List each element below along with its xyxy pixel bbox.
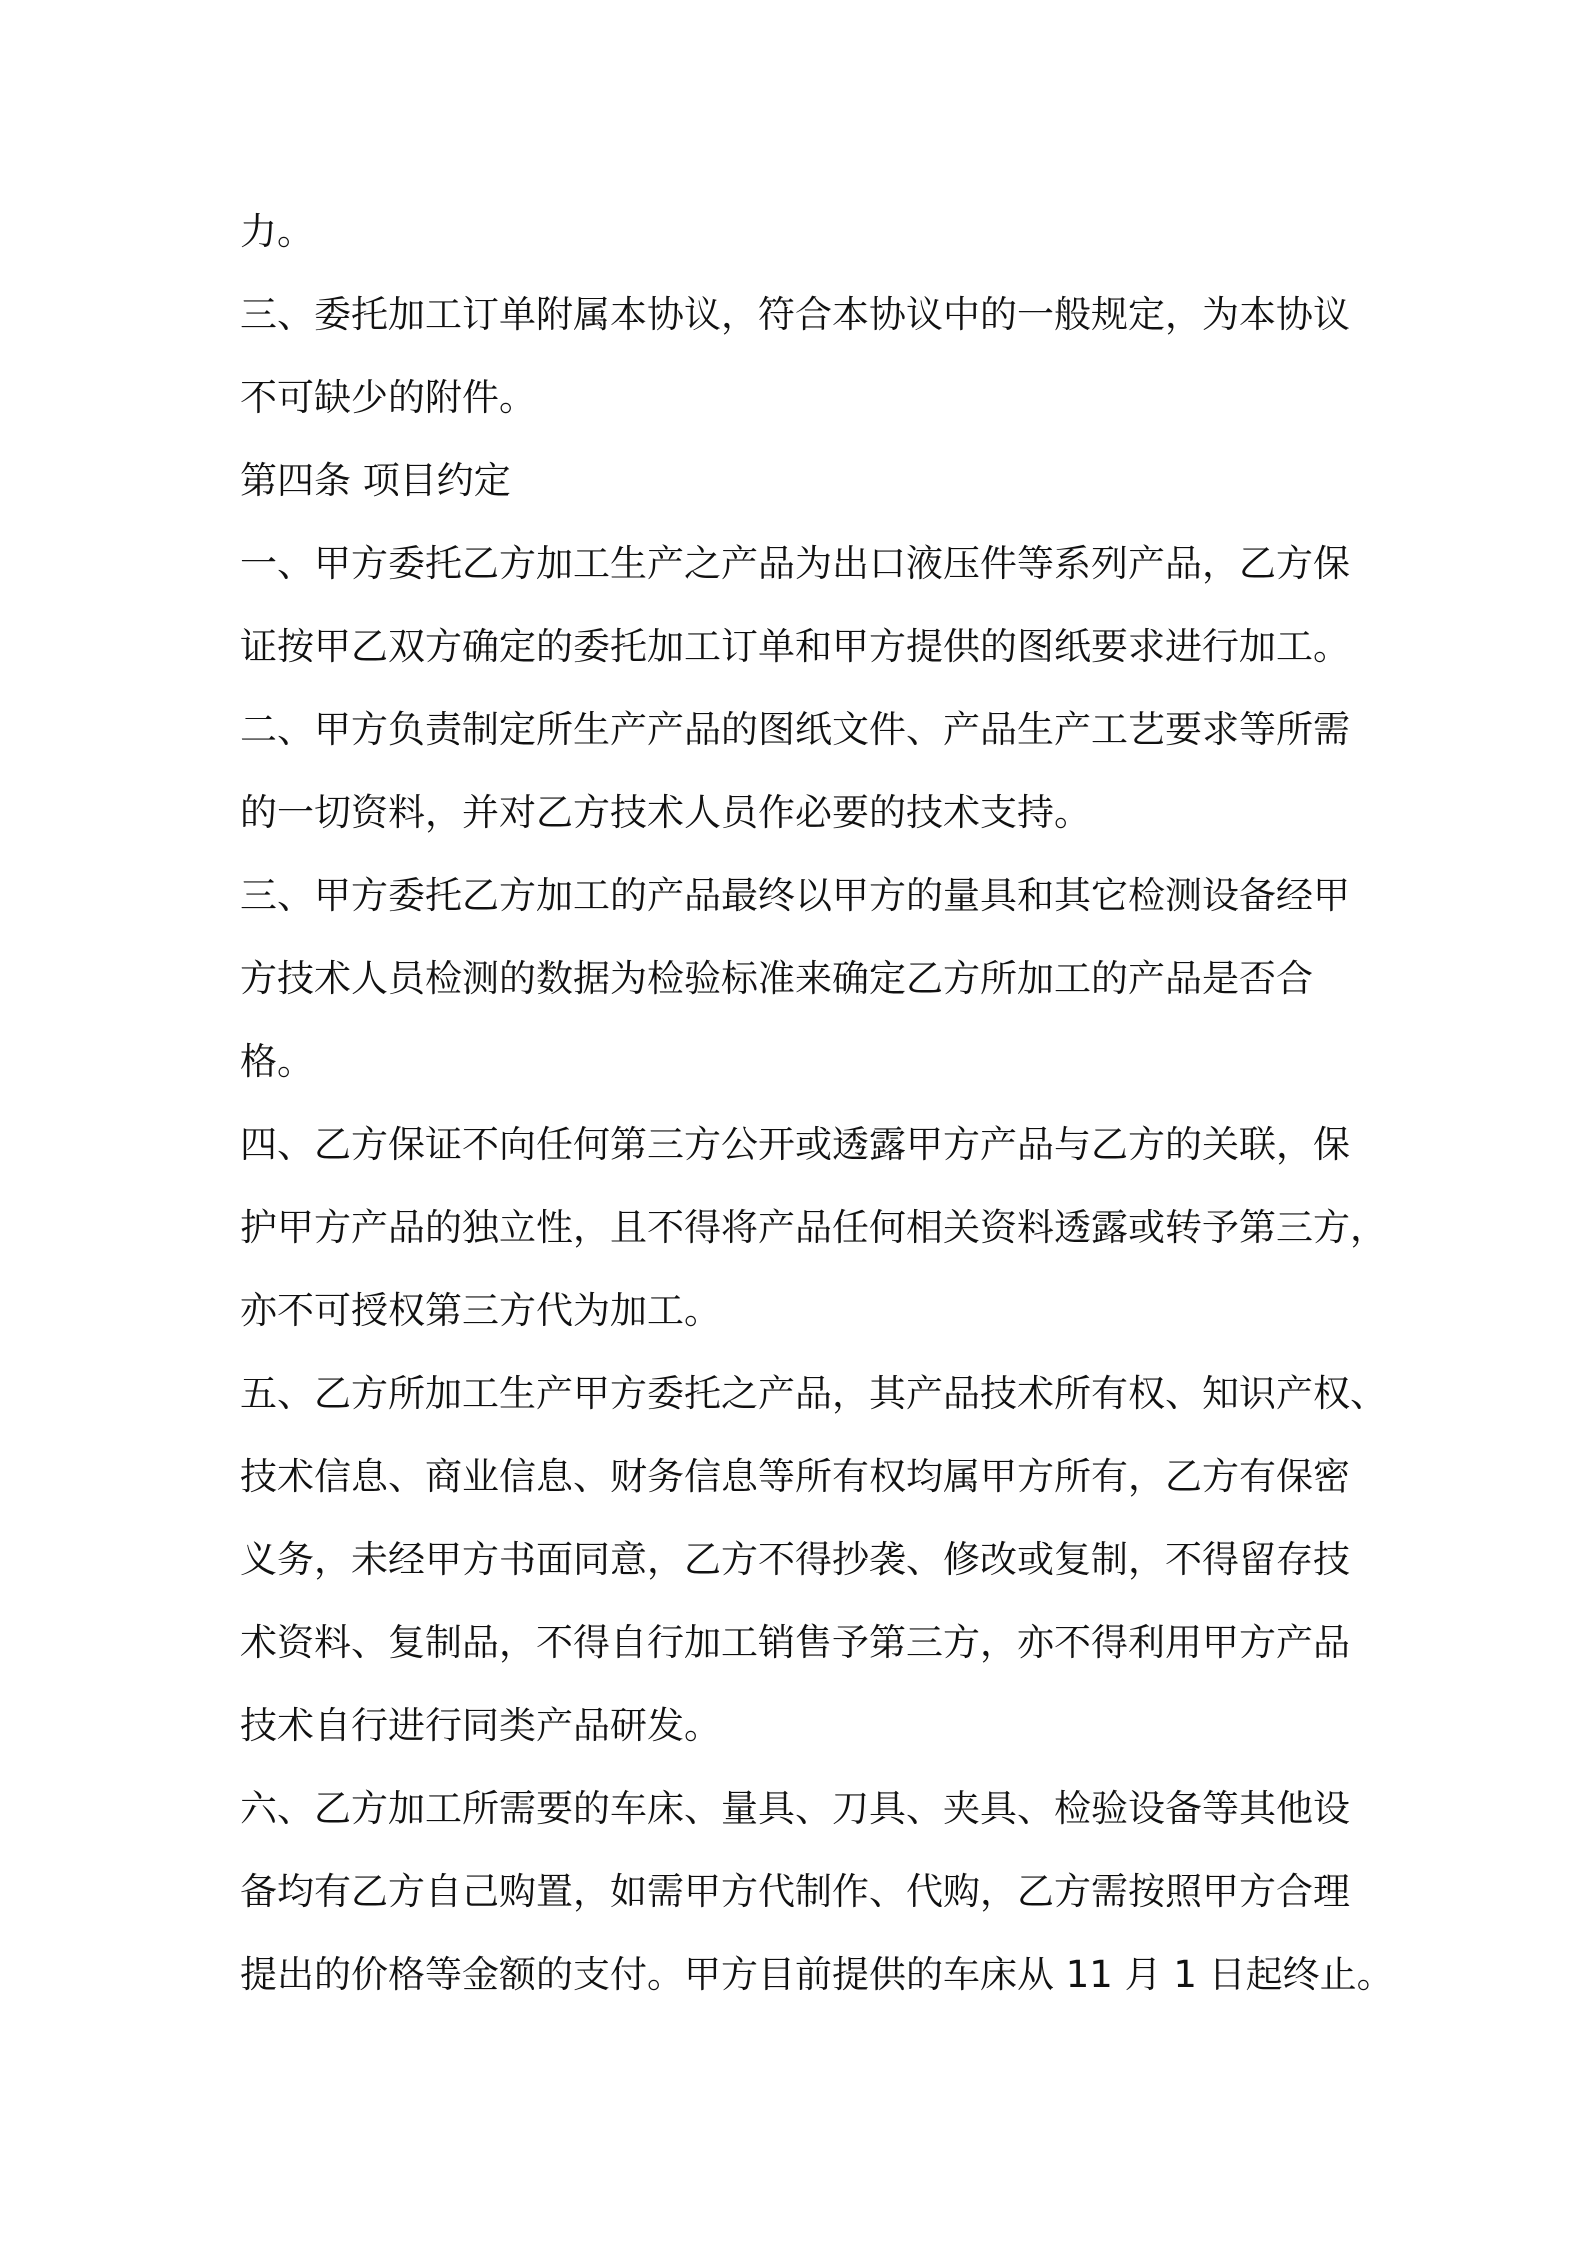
text-line-21: 备均有乙方自己购置，如需甲方代制作、代购，乙方需按照甲方合理 [240,1870,1350,1913]
text-line-15: 五、乙方所加工生产甲方委托之产品，其产品技术所有权、知识产权、 [240,1372,1387,1415]
document-body [240,190,1394,2016]
text-line-11: 格。 [240,1040,314,1083]
text-line-7: 二、甲方负责制定所生产产品的图纸文件、产品生产工艺要求等所需 [240,708,1350,751]
text-line-19: 技术自行进行同类产品研发。 [240,1704,721,1747]
text-line-18: 术资料、复制品，不得自行加工销售予第三方，亦不得利用甲方产品 [240,1621,1350,1664]
text-line-17: 义务，未经甲方书面同意，乙方不得抄袭、修改或复制，不得留存技 [240,1538,1350,1581]
text-line-5: 一、甲方委托乙方加工生产之产品为出口液压件等系列产品，乙方保 [240,542,1350,585]
text-line-9: 三、甲方委托乙方加工的产品最终以甲方的量具和其它检测设备经甲 [240,874,1350,917]
text-line-16: 技术信息、商业信息、财务信息等所有权均属甲方所有，乙方有保密 [240,1455,1350,1498]
text-line-2: 三、委托加工订单附属本协议，符合本协议中的一般规定，为本协议 [240,293,1350,336]
text-line-14: 亦不可授权第三方代为加工。 [240,1289,721,1332]
text-line-8: 的一切资料，并对乙方技术人员作必要的技术支持。 [240,791,1091,834]
text-line-1: 力。 [240,210,314,253]
text-line-12: 四、乙方保证不向任何第三方公开或透露甲方产品与乙方的关联，保 [240,1123,1350,1166]
text-line-3: 不可缺少的附件。 [240,376,536,419]
text-line-6: 证按甲乙双方确定的委托加工订单和甲方提供的图纸要求进行加工。 [240,625,1350,668]
section-heading: 第四条 项目约定 [240,459,511,502]
text-line-10: 方技术人员检测的数据为检验标准来确定乙方所加工的产品是否合 [240,957,1313,1000]
text-line-22: 提出的价格等金额的支付。甲方目前提供的车床从 11 月 1 日起终止。 [240,1953,1394,1996]
text-line-13: 护甲方产品的独立性，且不得将产品任何相关资料透露或转予第三方， [240,1206,1387,1249]
text-line-20: 六、乙方加工所需要的车床、量具、刀具、夹具、检验设备等其他设 [240,1787,1350,1830]
